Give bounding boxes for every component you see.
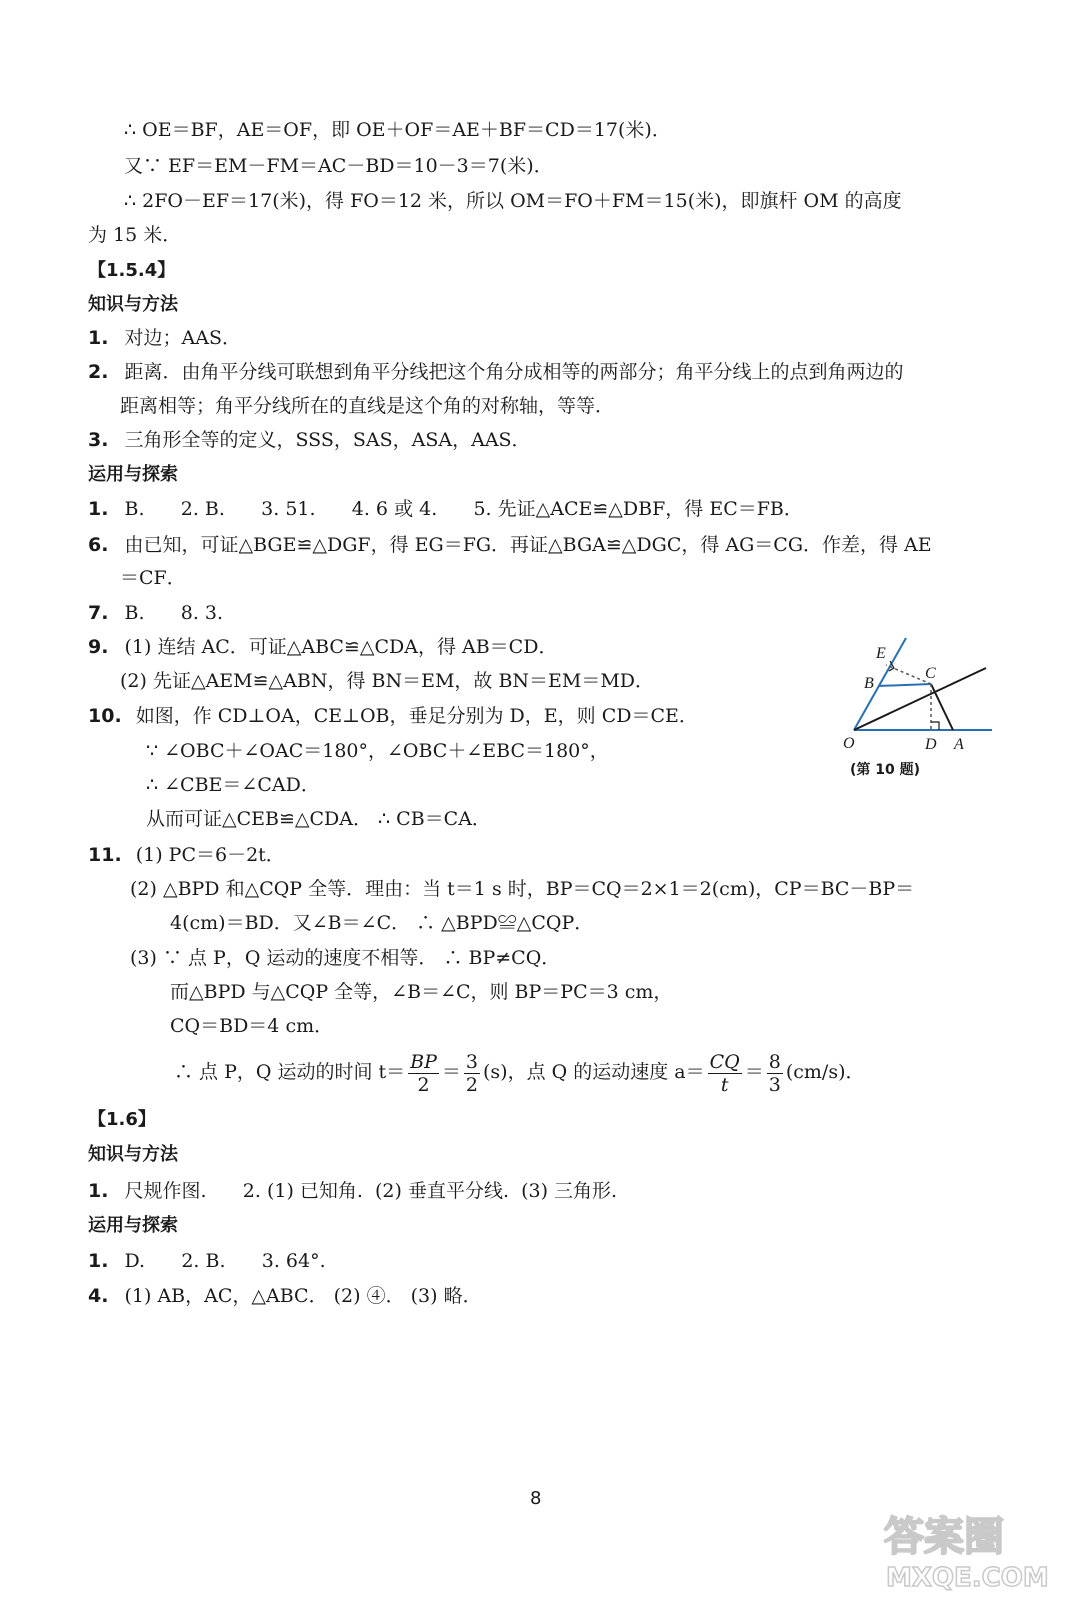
fraction-denominator: 2 — [465, 1073, 479, 1096]
answer-item — [88, 600, 223, 626]
answer-item — [88, 427, 531, 453]
line-bc — [878, 684, 931, 686]
fraction-denominator: t — [720, 1073, 729, 1096]
fraction — [408, 1051, 439, 1096]
text-line: ∴ 2FO－EF＝17(米)，得 FO＝12 米，所以 OM＝FO＋FM＝15(米)，即旗杆 OM 的高度 — [124, 190, 902, 212]
subheading: 知识与方法 — [88, 1144, 178, 1165]
item-number: 1. — [88, 498, 109, 520]
text-line: (2) △BPD 和△CQP 全等．理由：当 t＝1 s 时，BP＝CQ＝2×1＝2(cm)，CP＝BC－BP＝ — [130, 878, 915, 900]
text-line: ∵ ∠OBC＋∠OAC＝180°，∠OBC＋∠EBC＝180°， — [146, 740, 609, 762]
text-line: 距离相等；角平分线所在的直线是这个角的对称轴，等等． — [120, 395, 615, 417]
answer-item — [88, 1283, 482, 1309]
watermark-top-text: 答案圈 — [884, 1514, 1004, 1560]
watermark-logo — [876, 1502, 1056, 1594]
subheading: 运用与探索 — [88, 1215, 178, 1236]
fraction-numerator: CQ — [709, 1050, 740, 1073]
label-e: E — [876, 645, 886, 662]
answer-item — [88, 532, 932, 558]
item-text: B. 2. B. 3. 51. 4. 6 或 4. 5. 先证△ACE≌△DBF，得 EC＝FB． — [124, 498, 803, 520]
formula-line — [174, 1050, 865, 1096]
formula-text: (s)，点 Q 的运动速度 a＝ — [483, 1061, 705, 1083]
formula-text: ＝ — [441, 1061, 461, 1083]
text-line: 又∵ EF＝EM－FM＝AC－BD＝10－3＝7(米)． — [124, 155, 553, 177]
item-number: 7. — [88, 602, 109, 624]
fraction-denominator: 3 — [768, 1073, 781, 1096]
answer-item — [88, 325, 241, 351]
text-line: 而△BPD 与△CQP 全等，∠B＝∠C，则 BP＝PC＝3 cm， — [170, 981, 673, 1003]
label-c: C — [925, 665, 936, 682]
item-number: 3. — [88, 429, 109, 451]
fraction-numerator: BP — [410, 1050, 437, 1073]
item-number: 1. — [88, 327, 109, 349]
formula-text: (cm/s)． — [785, 1061, 865, 1083]
label-d: D — [925, 736, 937, 753]
item-text: 如图，作 CD⊥OA，CE⊥OB，垂足分别为 D，E，则 CD＝CE． — [135, 705, 698, 727]
text-line: ∴ OE＝BF，AE＝OF，即 OE＋OF＝AE＋BF＝CD＝17(米)． — [124, 119, 671, 141]
item-text: 三角形全等的定义，SSS，SAS，ASA，AAS． — [124, 429, 531, 451]
fraction-denominator: 2 — [417, 1073, 430, 1096]
text-line: ∴ ∠CBE＝∠CAD． — [146, 774, 320, 796]
formula-text: ∴ 点 P，Q 运动的时间 t＝ — [174, 1061, 406, 1083]
watermark-bottom-text: MXQE.COM — [886, 1563, 1049, 1593]
item-text: 对边；AAS． — [124, 327, 241, 349]
item-text: 由已知，可证△BGE≌△DGF，得 EG＝FG．再证△BGA≌△DGC，得 AG＝CG．作差，得 AE — [124, 534, 932, 556]
answer-item — [88, 496, 803, 522]
subheading: 知识与方法 — [88, 294, 178, 315]
item-number: 4. — [88, 1285, 109, 1307]
formula-text: ＝ — [744, 1061, 764, 1083]
item-text: (1) 连结 AC．可证△ABC≌△CDA，得 AB＝CD． — [124, 636, 558, 658]
item-text: B. 8. 3. — [124, 602, 224, 624]
answer-item — [88, 703, 698, 729]
fraction — [708, 1051, 742, 1096]
text-line: 从而可证△CEB≌△CDA． ∴ CB＝CA． — [146, 808, 491, 830]
section-title: 【1.5.4】 — [88, 260, 176, 281]
answer-item — [88, 634, 557, 660]
right-angle-d — [931, 722, 939, 730]
label-b: B — [864, 675, 874, 692]
item-number: 9. — [88, 636, 109, 658]
item-text: 尺规作图. 2. (1) 已知角. (2) 垂直平分线. (3) 三角形. — [124, 1180, 618, 1202]
item-text: (1) AB，AC，△ABC． (2) ④． (3) 略． — [124, 1285, 482, 1307]
text-line: 4(cm)＝BD．又∠B＝∠C． ∴ △BPD≌△CQP． — [170, 912, 594, 934]
answer-item — [88, 842, 285, 868]
label-o: O — [843, 735, 855, 752]
line-oc — [854, 668, 986, 730]
section-title: 【1.6】 — [88, 1109, 156, 1130]
item-text: (1) PC＝6－2t． — [135, 844, 285, 866]
answer-item — [88, 1248, 326, 1274]
item-number: 10. — [88, 705, 122, 727]
watermark-svg — [876, 1502, 1056, 1594]
answer-item — [88, 1178, 617, 1204]
text-line: 为 15 米． — [88, 224, 182, 246]
geometry-figure — [836, 630, 996, 790]
label-a: A — [954, 736, 964, 753]
fraction-numerator: 3 — [465, 1050, 479, 1073]
subheading: 运用与探索 — [88, 464, 178, 485]
item-number: 2. — [88, 361, 109, 383]
text-line: CQ＝BD＝4 cm． — [170, 1015, 334, 1037]
text-line: ＝CF． — [120, 567, 186, 589]
item-number: 11. — [88, 844, 122, 866]
item-text: D. 2. B. 3. 64°. — [124, 1250, 326, 1272]
fraction-numerator: 8 — [768, 1050, 781, 1073]
figure-svg — [836, 630, 996, 790]
fraction — [767, 1051, 783, 1096]
figure-caption: (第 10 题) — [850, 762, 921, 778]
page-number: 8 — [530, 1488, 542, 1509]
text-line: (3) ∵ 点 P，Q 运动的速度不相等． ∴ BP≠CQ． — [130, 947, 561, 969]
item-text: 距离．由角平分线可联想到角平分线把这个角分成相等的两部分；角平分线上的点到角两边的 — [124, 361, 904, 383]
text-line: (2) 先证△AEM≌△ABN，得 BN＝EM，故 BN＝EM＝MD． — [120, 670, 655, 692]
item-number: 6. — [88, 534, 109, 556]
answer-item — [88, 359, 904, 385]
line-ca — [931, 684, 953, 730]
item-number: 1. — [88, 1250, 109, 1272]
item-number: 1. — [88, 1180, 109, 1202]
fraction — [464, 1051, 480, 1096]
